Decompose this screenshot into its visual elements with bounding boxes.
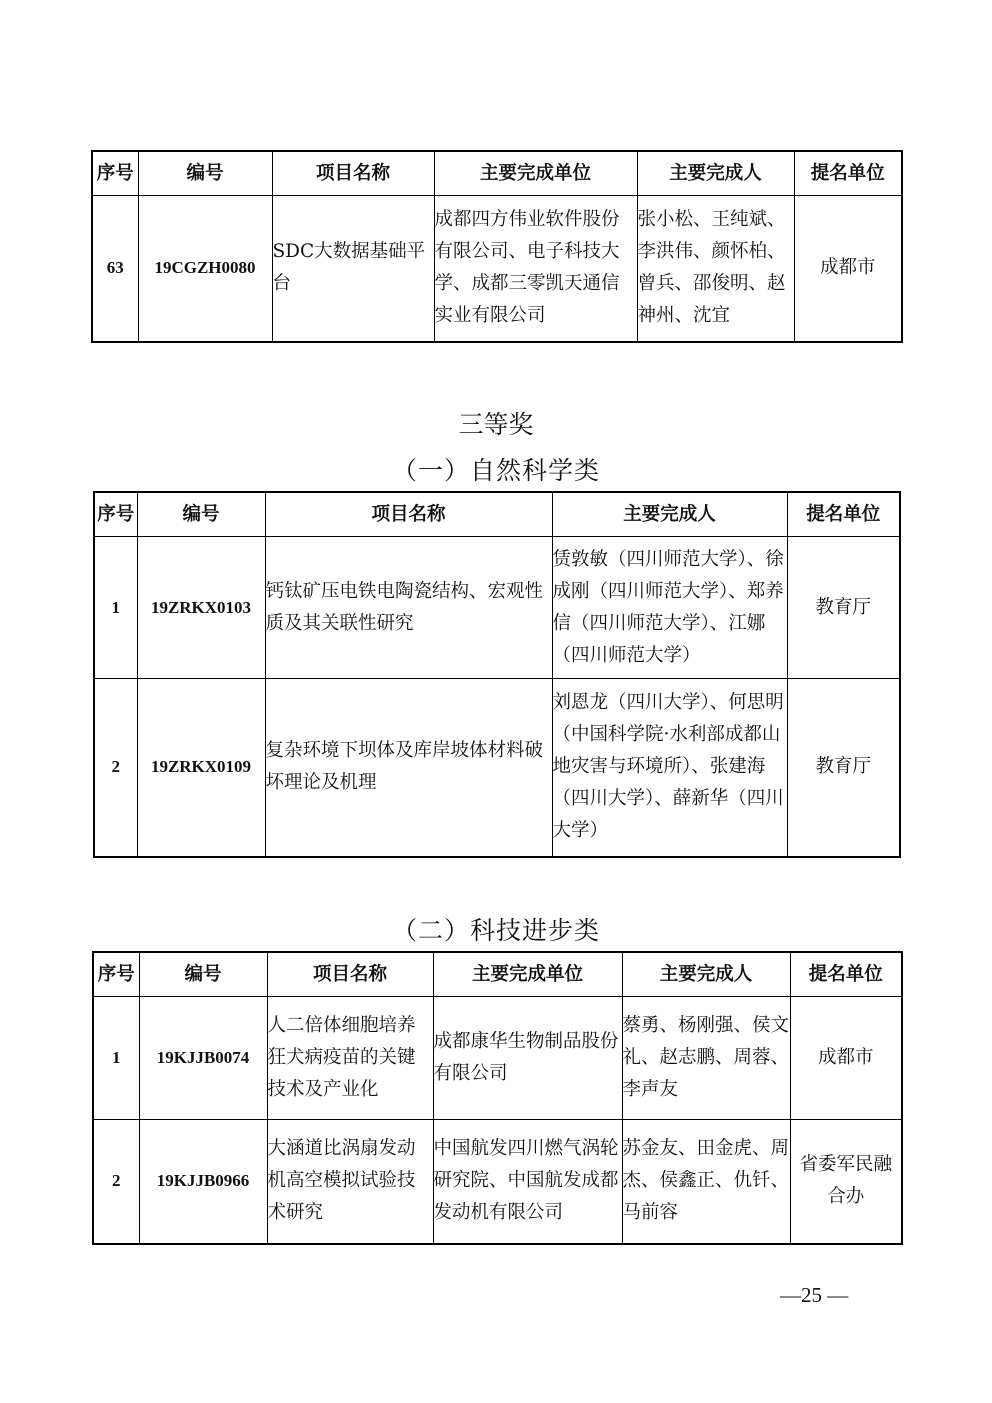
cell-seq: 1 bbox=[93, 997, 139, 1120]
cell-code: 19ZRKX0109 bbox=[137, 679, 265, 857]
header-project: 项目名称 bbox=[272, 151, 434, 196]
cell-unit: 成都四方伟业软件股份有限公司、电子科技大学、成都三零凯天通信实业有限公司 bbox=[434, 196, 637, 342]
cell-people: 刘恩龙（四川大学）、何思明（中国科学院·水利部成都山地灾害与环境所）、张建海（四川大学）、薛新华（四川大学） bbox=[552, 679, 787, 857]
table-row bbox=[94, 537, 900, 679]
header-unit: 主要完成单位 bbox=[433, 952, 622, 997]
cell-code: 19ZRKX0103 bbox=[137, 537, 265, 679]
header-project: 项目名称 bbox=[267, 952, 433, 997]
cell-nominator: 教育厅 bbox=[787, 679, 900, 857]
table-row bbox=[93, 1120, 902, 1244]
cell-nominator: 省委军民融合办 bbox=[790, 1120, 902, 1244]
section-title: 三等奖 bbox=[458, 410, 534, 439]
subsection-title-tech-progress: （二）科技进步类 bbox=[391, 916, 600, 945]
award-table-top bbox=[91, 150, 903, 343]
header-nominator: 提名单位 bbox=[794, 151, 902, 196]
header-unit: 主要完成单位 bbox=[434, 151, 637, 196]
cell-project: 人二倍体细胞培养狂犬病疫苗的关键技术及产业化 bbox=[267, 997, 433, 1120]
cell-code: 19KJJB0966 bbox=[139, 1120, 267, 1244]
cell-people: 苏金友、田金虎、周杰、侯鑫正、仇钎、马前容 bbox=[622, 1120, 790, 1244]
table-row bbox=[93, 997, 902, 1120]
cell-code: 19KJJB0074 bbox=[139, 997, 267, 1120]
header-seq: 序号 bbox=[92, 151, 138, 196]
natural-science-table bbox=[93, 491, 901, 858]
cell-people: 蔡勇、杨刚强、侯文礼、赵志鹏、周蓉、李声友 bbox=[622, 997, 790, 1120]
cell-nominator: 成都市 bbox=[790, 997, 902, 1120]
cell-seq: 2 bbox=[94, 679, 137, 857]
table-header-row bbox=[93, 952, 902, 997]
cell-seq: 2 bbox=[93, 1120, 139, 1244]
table-header-row bbox=[94, 492, 900, 537]
cell-project: 大涵道比涡扇发动机高空模拟试验技术研究 bbox=[267, 1120, 433, 1244]
header-people: 主要完成人 bbox=[552, 492, 787, 537]
page-number: —25 — bbox=[780, 1283, 849, 1307]
tech-progress-table bbox=[92, 951, 903, 1245]
header-code: 编号 bbox=[138, 151, 272, 196]
table-row bbox=[92, 196, 902, 342]
header-seq: 序号 bbox=[94, 492, 137, 537]
header-people: 主要完成人 bbox=[622, 952, 790, 997]
header-project: 项目名称 bbox=[265, 492, 552, 537]
cell-code: 19CGZH0080 bbox=[138, 196, 272, 342]
cell-seq: 63 bbox=[92, 196, 138, 342]
header-people: 主要完成人 bbox=[637, 151, 794, 196]
cell-unit: 中国航发四川燃气涡轮研究院、中国航发成都发动机有限公司 bbox=[433, 1120, 622, 1244]
header-code: 编号 bbox=[137, 492, 265, 537]
cell-people: 张小松、王纯斌、李洪伟、颜怀柏、曾兵、邵俊明、赵神州、沈宜 bbox=[637, 196, 794, 342]
subsection-title-natural-science: （一）自然科学类 bbox=[391, 456, 600, 485]
header-nominator: 提名单位 bbox=[787, 492, 900, 537]
table-header-row bbox=[92, 151, 902, 196]
cell-nominator: 教育厅 bbox=[787, 537, 900, 679]
cell-seq: 1 bbox=[94, 537, 137, 679]
header-nominator: 提名单位 bbox=[790, 952, 902, 997]
cell-nominator: 成都市 bbox=[794, 196, 902, 342]
cell-people: 赁敦敏（四川师范大学）、徐成刚（四川师范大学）、郑养信（四川师范大学）、江娜（四川师范大学） bbox=[552, 537, 787, 679]
cell-unit: 成都康华生物制品股份有限公司 bbox=[433, 997, 622, 1120]
cell-project: 复杂环境下坝体及库岸坡体材料破坏理论及机理 bbox=[265, 679, 552, 857]
cell-project: 钙钛矿压电铁电陶瓷结构、宏观性质及其关联性研究 bbox=[265, 537, 552, 679]
table-row bbox=[94, 679, 900, 857]
header-seq: 序号 bbox=[93, 952, 139, 997]
header-code: 编号 bbox=[139, 952, 267, 997]
cell-project: SDC大数据基础平台 bbox=[272, 196, 434, 342]
